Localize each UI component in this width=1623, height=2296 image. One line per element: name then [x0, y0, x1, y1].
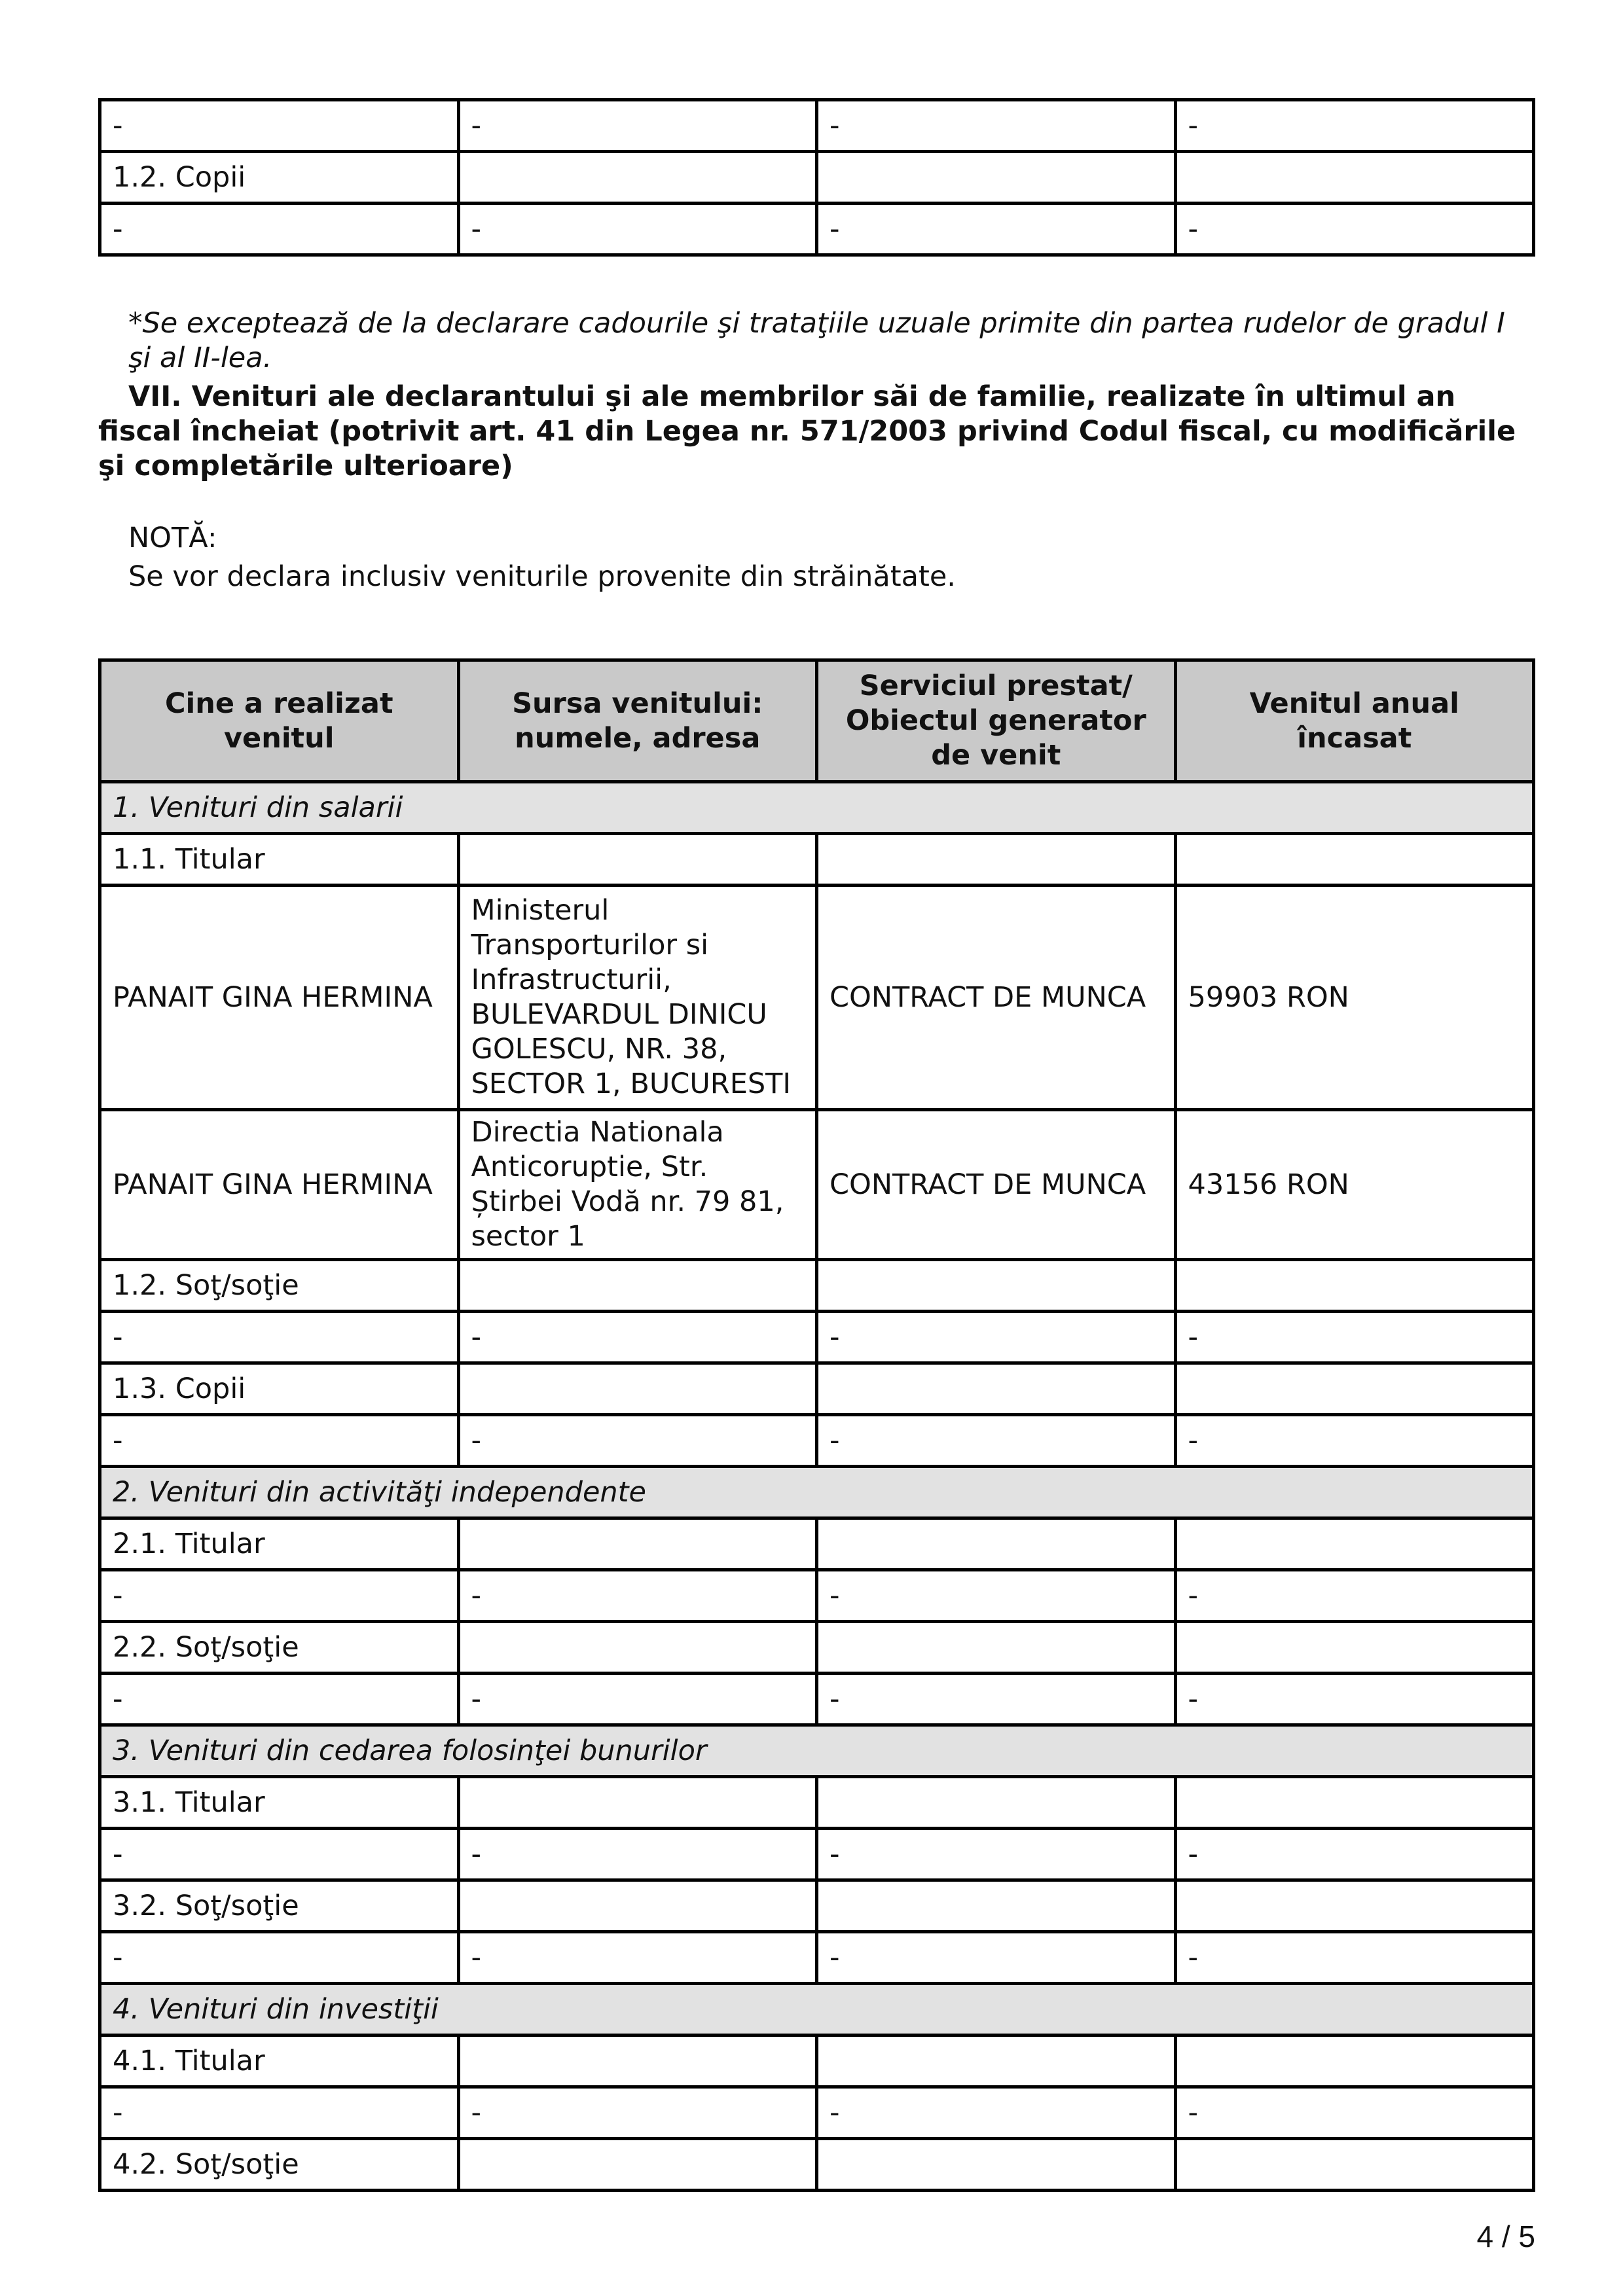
- table-cell: 2.1. Titular: [100, 1518, 459, 1570]
- column-header: Serviciul prestat/ Obiectul generator de venit: [817, 660, 1176, 782]
- table-cell: [458, 2036, 817, 2087]
- section-row: [100, 1984, 1534, 2036]
- table-cell: -: [100, 1674, 459, 1725]
- table-row: [100, 1260, 1534, 1312]
- table-cell: -: [1175, 1674, 1534, 1725]
- table-row: [100, 1880, 1534, 1932]
- column-header: Cine a realizat venitul: [100, 660, 459, 782]
- table-cell: -: [817, 2087, 1176, 2139]
- table-row: [100, 1622, 1534, 1674]
- table-row: [100, 886, 1534, 1110]
- table-row: [100, 1415, 1534, 1467]
- table-cell: -: [100, 1932, 459, 1984]
- section-row: [100, 1467, 1534, 1518]
- continued-table: [98, 98, 1535, 257]
- table-cell: -: [458, 204, 817, 255]
- table-cell: [1175, 1260, 1534, 1312]
- table-row: [100, 1518, 1534, 1570]
- section-row: [100, 782, 1534, 834]
- table-cell: [817, 1518, 1176, 1570]
- table-cell: -: [1175, 1932, 1534, 1984]
- section-heading: 2. Venituri din activităţi independente: [100, 1467, 1534, 1518]
- table-cell: 1.1. Titular: [100, 834, 459, 886]
- table-cell: [817, 2036, 1176, 2087]
- table-cell: -: [1175, 1829, 1534, 1880]
- section-row: [100, 1725, 1534, 1777]
- table-cell: [458, 152, 817, 204]
- table-cell: [1175, 1880, 1534, 1932]
- section-heading: 1. Venituri din salarii: [100, 782, 1534, 834]
- income-table: [98, 658, 1535, 2192]
- table-cell: -: [458, 1415, 817, 1467]
- table-cell: 59903 RON: [1175, 886, 1534, 1110]
- table-row: [100, 834, 1534, 886]
- table-row: [100, 152, 1534, 204]
- table-cell: 1.3. Copii: [100, 1363, 459, 1415]
- table-cell: -: [817, 1312, 1176, 1363]
- table-cell: -: [458, 1570, 817, 1622]
- table-cell: [458, 2139, 817, 2191]
- table-cell: [458, 1260, 817, 1312]
- table-cell: [817, 1880, 1176, 1932]
- table-cell: -: [100, 2087, 459, 2139]
- table-row: [100, 1312, 1534, 1363]
- table-cell: -: [458, 100, 817, 152]
- table-cell: -: [1175, 204, 1534, 255]
- table-cell: [1175, 1363, 1534, 1415]
- table-cell: -: [100, 1415, 459, 1467]
- table-cell: -: [1175, 100, 1534, 152]
- table-cell: PANAIT GINA HERMINA: [100, 886, 459, 1110]
- table-cell: 1.2. Soţ/soţie: [100, 1260, 459, 1312]
- table-cell: Directia Nationala Anticoruptie, Str. Știrbei Vodă nr. 79 81, sector 1: [458, 1110, 817, 1260]
- table-row: [100, 2139, 1534, 2191]
- table-cell: 1.2. Copii: [100, 152, 459, 204]
- column-header: Venitul anual încasat: [1175, 660, 1534, 782]
- table-cell: -: [100, 100, 459, 152]
- table-cell: -: [817, 1674, 1176, 1725]
- table-cell: [817, 1260, 1176, 1312]
- table-cell: [458, 834, 817, 886]
- table-cell: CONTRACT DE MUNCA: [817, 886, 1176, 1110]
- table-header-row: [100, 660, 1534, 782]
- table-cell: -: [1175, 1415, 1534, 1467]
- table-cell: [1175, 152, 1534, 204]
- table-cell: 43156 RON: [1175, 1110, 1534, 1260]
- table-cell: -: [817, 1570, 1176, 1622]
- gifts-exception-note: *Se exceptează de la declarare cadourile şi trataţiile uzuale primite din partea rudelor de gradul I şi al II-lea.: [128, 307, 1505, 374]
- table-cell: -: [1175, 2087, 1534, 2139]
- table-cell: -: [458, 1829, 817, 1880]
- table-row: [100, 1363, 1534, 1415]
- table-cell: -: [817, 204, 1176, 255]
- table-cell: [1175, 1777, 1534, 1829]
- table-row: [100, 1570, 1534, 1622]
- table-row: [100, 1674, 1534, 1725]
- table-cell: [1175, 1622, 1534, 1674]
- table-cell: [1175, 834, 1534, 886]
- table-cell: -: [458, 1674, 817, 1725]
- table-row: [100, 2036, 1534, 2087]
- table-cell: -: [100, 1312, 459, 1363]
- table-cell: [817, 1622, 1176, 1674]
- table-row: [100, 2087, 1534, 2139]
- table-cell: -: [817, 1829, 1176, 1880]
- table-cell: 3.1. Titular: [100, 1777, 459, 1829]
- table-cell: [817, 1363, 1176, 1415]
- column-header: Sursa venitului: numele, adresa: [458, 660, 817, 782]
- table-cell: [458, 1363, 817, 1415]
- page-number: 4 / 5: [1476, 2219, 1535, 2253]
- table-cell: [817, 152, 1176, 204]
- table-cell: -: [817, 100, 1176, 152]
- nota-text: Se vor declara inclusiv veniturile provenite din străinătate.: [128, 560, 956, 593]
- table-row: [100, 1932, 1534, 1984]
- table-cell: -: [458, 2087, 817, 2139]
- table-cell: 2.2. Soţ/soţie: [100, 1622, 459, 1674]
- table-cell: [1175, 2139, 1534, 2191]
- table-cell: -: [817, 1415, 1176, 1467]
- table-cell: -: [100, 1570, 459, 1622]
- table-cell: [1175, 1518, 1534, 1570]
- table-cell: -: [458, 1312, 817, 1363]
- nota-label: NOTĂ:: [128, 522, 217, 554]
- table-cell: 4.2. Soţ/soţie: [100, 2139, 459, 2191]
- table-cell: -: [458, 1932, 817, 1984]
- table-cell: PANAIT GINA HERMINA: [100, 1110, 459, 1260]
- section-title: VII. Venituri ale declarantului şi ale membrilor săi de familie, realizate în ultimul an fiscal încheiat (potrivit art. 41 din Legea nr. 571/2003 privind Codul fiscal, cu modificările şi completările ulterioare): [98, 380, 1516, 482]
- table-cell: [458, 1880, 817, 1932]
- table-cell: -: [1175, 1312, 1534, 1363]
- table-cell: -: [1175, 1570, 1534, 1622]
- table-cell: [817, 1777, 1176, 1829]
- table-cell: -: [100, 204, 459, 255]
- table-row: [100, 1829, 1534, 1880]
- table-cell: -: [817, 1932, 1176, 1984]
- table-cell: [1175, 2036, 1534, 2087]
- table-cell: [458, 1622, 817, 1674]
- table-cell: Ministerul Transporturilor si Infrastructurii, BULEVARDUL DINICU GOLESCU, NR. 38, SECTOR 1, BUCURESTI: [458, 886, 817, 1110]
- table-row: [100, 204, 1534, 255]
- table-cell: [458, 1518, 817, 1570]
- table-cell: [817, 834, 1176, 886]
- table-row: [100, 1777, 1534, 1829]
- table-cell: 3.2. Soţ/soţie: [100, 1880, 459, 1932]
- table-cell: [817, 2139, 1176, 2191]
- table-cell: CONTRACT DE MUNCA: [817, 1110, 1176, 1260]
- section-heading: 4. Venituri din investiţii: [100, 1984, 1534, 2036]
- table-cell: -: [100, 1829, 459, 1880]
- table-cell: [458, 1777, 817, 1829]
- table-cell: 4.1. Titular: [100, 2036, 459, 2087]
- table-row: [100, 100, 1534, 152]
- section-heading: 3. Venituri din cedarea folosinţei bunurilor: [100, 1725, 1534, 1777]
- table-row: [100, 1110, 1534, 1260]
